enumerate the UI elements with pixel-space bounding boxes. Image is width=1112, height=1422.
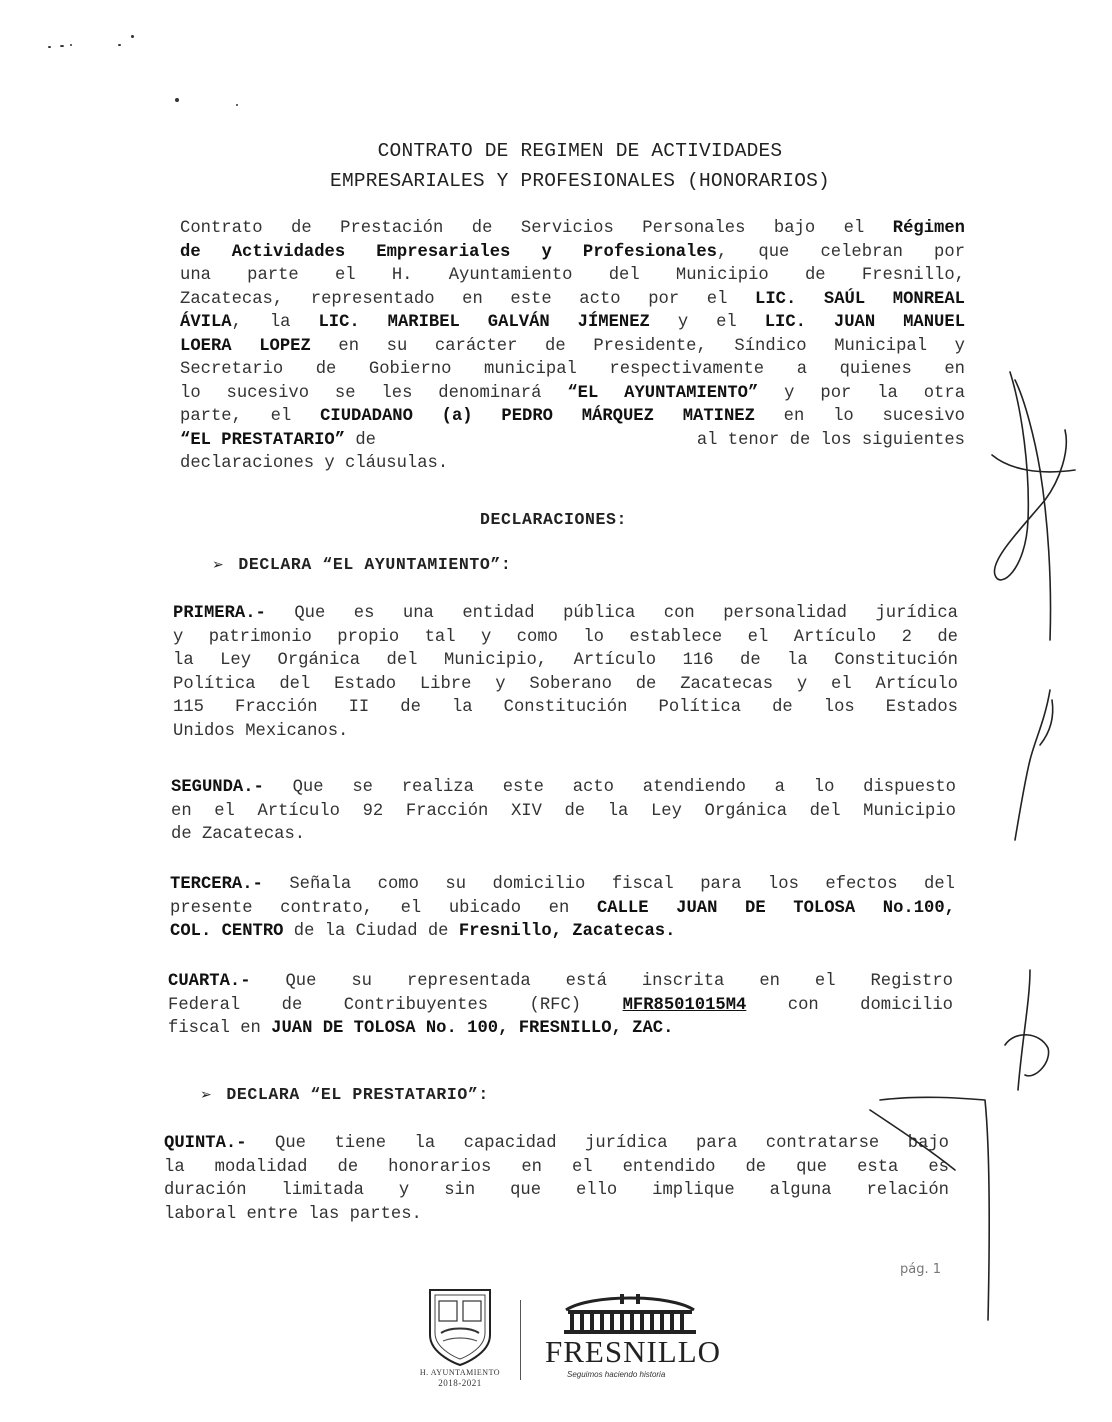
footer-divider [520, 1300, 521, 1380]
intro-paragraph: Contrato de Prestación de Servicios Personales bajo el Régimen de Actividades Empresariales y Profesionales, que celebran por una parte el H. Ayuntamiento del Municipio de Fresnillo, Zacatecas, representado en este acto por el LIC. SAÚL MONREAL ÁVILA, la LIC. MARIBEL GALVÁN JÍMENEZ y el LIC. JUAN MANUEL LOERA LOPEZ en su carácter de Presidente, Síndico Municipal y Secretario de Gobierno municipal respectivamente a quienes en lo sucesivo se les denominará “EL AYUNTAMIENTO” y por la otra parte, el CIUDADANO (a) PEDRO MÁRQUEZ MATINEZ en lo sucesivo “EL PRESTATARIO” de al tenor de los siguientes declaraciones y cláusulas. [180, 219, 965, 473]
arrow-bullet-icon: ➢ [200, 1087, 213, 1103]
page-number: pág. 1 [900, 1262, 942, 1277]
arrow-bullet-icon: ➢ [212, 557, 225, 573]
declara-ayuntamiento-heading: ➢ DECLARA “EL AYUNTAMIENTO”: [212, 555, 512, 574]
clause-segunda: SEGUNDA.- Que se realiza este acto atendiendo a lo dispuesto en el Artículo 92 Fracción XIV de la Ley Orgánica del Municipio de Zacatecas. [171, 778, 956, 844]
fresnillo-building-logo-icon [560, 1290, 700, 1335]
clause-quinta: QUINTA.- Que tiene la capacidad jurídica para contratarse bajo la modalidad de honorarios en el entendido de que esta es duración limitada y sin que ello implique alguna relación laboral entre las partes. [164, 1134, 949, 1224]
signature-1 [994, 372, 1066, 580]
declaraciones-heading: DECLARACIONES: [480, 510, 628, 529]
seal-caption-1: H. AYUNTAMIENTO [419, 1368, 501, 1377]
clause-cuarta: CUARTA.- Que su representada está inscrita en el Registro Federal de Contribuyentes (RFC) MFR8501015M4 con domicilio fiscal en JUAN DE TOLOSA No. 100, FRESNILLO, ZAC. [168, 972, 953, 1038]
signature-4 [880, 1097, 989, 1320]
clause-primera: PRIMERA.- Que es una entidad pública con personalidad jurídica y patrimonio propio tal y como lo establece el Artículo 2 de la Ley Orgánica del Municipio, Artículo 116 de la Constitución Política del Estado Libre y Soberano de Zacatecas y el Artículo 115 Fracción II de la Constitución Política de los Estados Unidos Mexicanos. [173, 604, 958, 741]
fresnillo-logo-text: FRESNILLO [545, 1334, 722, 1369]
signature-1-loop [1015, 380, 1040, 470]
signature-3-loop [1005, 1035, 1049, 1076]
rfc-value: MFR8501015M4 [622, 995, 747, 1015]
signature-3 [1018, 970, 1030, 1090]
seal-caption-2: 2018-2021 [438, 1378, 482, 1388]
municipal-seal-icon [425, 1285, 495, 1370]
signature-2 [1015, 690, 1050, 840]
declara-prestatario-heading: ➢ DECLARA “EL PRESTATARIO”: [200, 1085, 489, 1104]
document-title-line-1: CONTRATO DE REGIMEN DE ACTIVIDADES [377, 140, 783, 162]
document-title-line-2: EMPRESARIALES Y PROFESIONALES (HONORARIOS) [330, 170, 830, 192]
signature-4-diag [870, 1110, 955, 1170]
clause-tercera: TERCERA.- Señala como su domicilio fiscal para los efectos del presente contrato, el ubicado en CALLE JUAN DE TOLOSA No.100, COL. CENTRO de la Ciudad de Fresnillo, Zacatecas. [170, 875, 955, 941]
fresnillo-logo-tagline: Seguimos haciendo historia [567, 1370, 666, 1379]
